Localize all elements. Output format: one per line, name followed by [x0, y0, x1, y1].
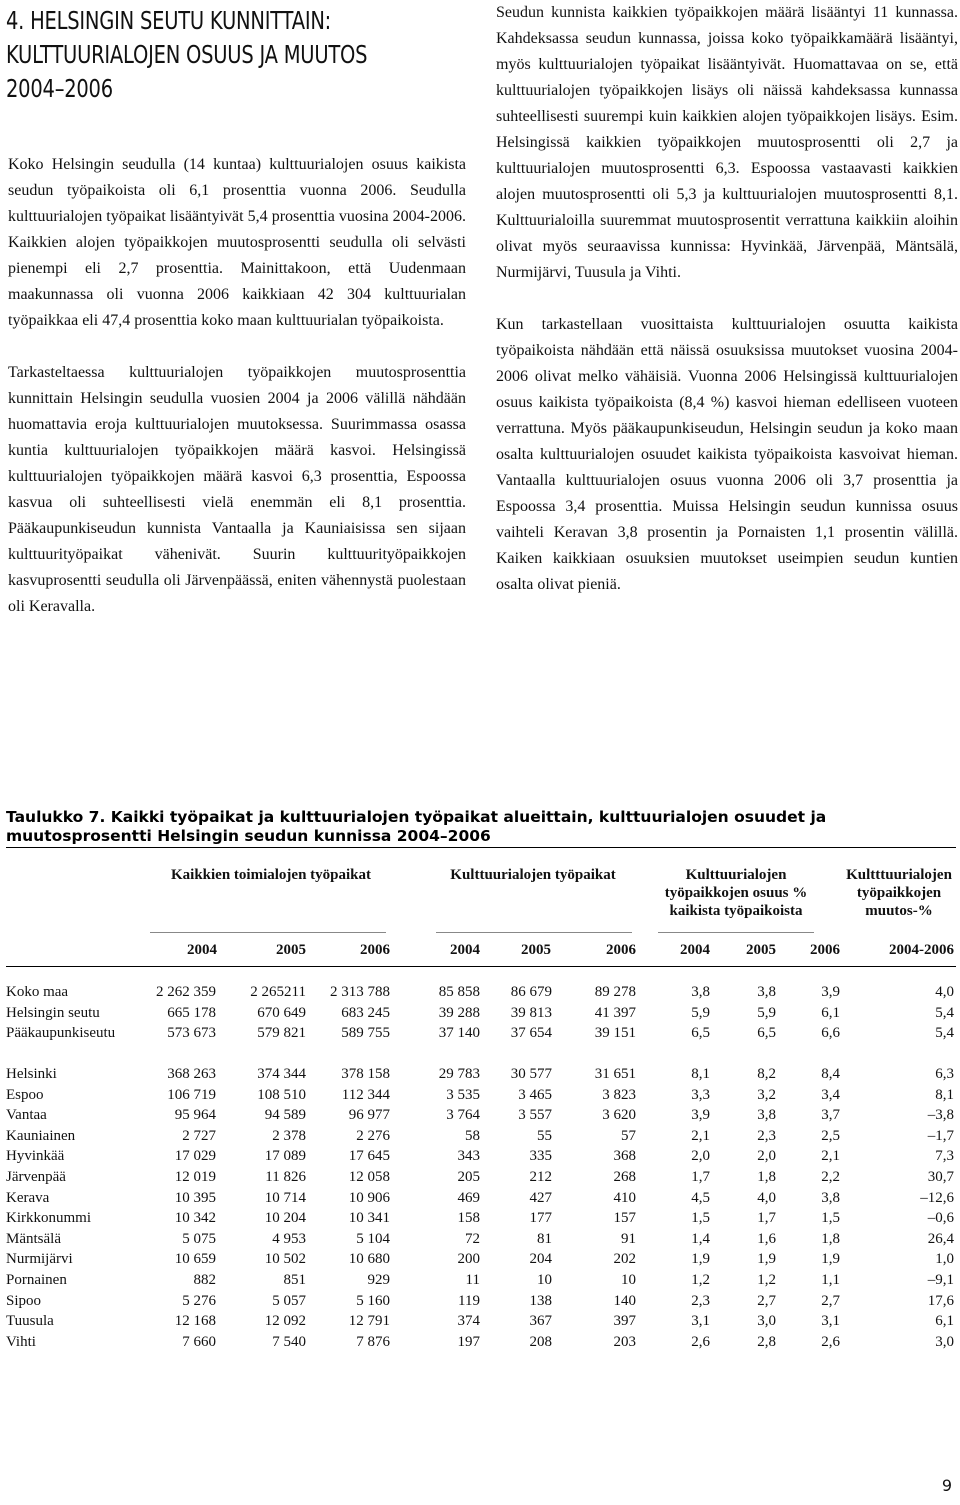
- group-underline: [436, 932, 632, 933]
- table-row: [0, 1126, 960, 1146]
- table-cell: 6,5: [691, 1025, 710, 1042]
- table-cell: 203: [613, 1333, 636, 1350]
- table-cell: 17,6: [927, 1292, 954, 1309]
- table-cell: 3,9: [821, 984, 840, 1000]
- table-cell: 1,4: [691, 1230, 710, 1247]
- table-cell: 8,4: [821, 1066, 840, 1082]
- table-cell: 2,6: [691, 1333, 710, 1350]
- page-number: 9: [941, 1476, 952, 1495]
- table-cell: –9,1: [927, 1272, 954, 1288]
- table-cell: 469: [457, 1189, 480, 1206]
- table-caption: Taulukko 7. Kaikki työpaikat ja kulttuurialojen työpaikat alueittain, kulttuurialojen osuudet ja muutosprosentti Helsingin seudun kunnissa 2004–2006: [6, 808, 827, 845]
- table-cell: 1,6: [757, 1230, 776, 1247]
- table-cell: 335: [529, 1148, 552, 1165]
- table-cell: 30,7: [927, 1169, 954, 1185]
- heading-line: 2004–2006: [6, 74, 113, 103]
- table-cell: –0,6: [927, 1210, 954, 1227]
- heading-line: 4. HELSINGIN SEUTU KUNNITTAIN:: [6, 6, 332, 35]
- table-cell: 374: [457, 1313, 480, 1330]
- table-cell: 12 168: [174, 1313, 216, 1330]
- table-row: [0, 1085, 960, 1105]
- table-cell: 343: [457, 1148, 480, 1165]
- table-cell: 368: [613, 1148, 636, 1165]
- table-cell: 2 265211: [250, 984, 306, 1000]
- table-cell: 3 465: [518, 1086, 552, 1103]
- table-cell: 138: [529, 1292, 552, 1309]
- table-cell: 6,6: [821, 1025, 840, 1042]
- table-row: [0, 1064, 960, 1084]
- table-cell: 41 397: [594, 1004, 636, 1021]
- table-cell: 5 104: [356, 1230, 390, 1247]
- table-cell: 205: [457, 1169, 480, 1185]
- year-header: 2005: [521, 942, 551, 958]
- table-cell: 1,7: [691, 1169, 710, 1185]
- table-cell: 8,2: [757, 1066, 776, 1082]
- table-cell: 2,3: [757, 1127, 776, 1144]
- table-cell: 2,7: [757, 1292, 776, 1309]
- table-cell: 6,1: [821, 1004, 840, 1021]
- table-cell: 851: [283, 1272, 306, 1288]
- table-cell: 39 813: [510, 1004, 552, 1021]
- table-cell: 10 204: [264, 1210, 306, 1227]
- year-header: 2005: [746, 942, 776, 958]
- table-row: [0, 1291, 960, 1311]
- table-cell: 3,3: [691, 1086, 710, 1103]
- table-cell: 8,1: [691, 1066, 710, 1082]
- table-row: [0, 1188, 960, 1208]
- paragraph: Kun tarkastellaan vuosittaista kulttuurialojen osuutta kaikista työpaikoista nähdään että näissä osuuksissa muutokset vuosina 2004-2006 olivat melko vähäisiä. Vuonna 2006 Helsingissä kulttuurialojen osuus kaikista työpaikoista (8,4 %) kasvoi hieman edelliseen vuoteen verrattuna. Myös pääkaupunkiseudun, Helsingin seudun ja koko maan osalta kulttuurialojen osuudet kaikista työpaikoista kasvoivat hieman. Vantaalla kulttuurialojen osuus vuonna 2006 oli 3,7 prosenttia ja Espoossa 3,4 prosenttia. Muissa Helsingin seudun kunnissa osuus vaihteli Keravan 3,8 prosentin ja Pornaisten 1,1 prosentin välillä. Kaiken kaikkiaan osuuksien muutokset useimpien seudun kuntien osalta olivat pieniä.: [496, 316, 958, 593]
- group-underline: [658, 932, 814, 933]
- table-cell: –12,6: [920, 1189, 954, 1206]
- year-header: 2005: [276, 942, 306, 958]
- table-cell: 1,9: [691, 1251, 710, 1268]
- table-cell: 4,0: [757, 1189, 776, 1206]
- header-all-jobs: Kaikkien toimialojen työpaikat: [170, 867, 372, 883]
- table-cell: 2 313 788: [330, 984, 390, 1000]
- table-row: [0, 1229, 960, 1249]
- year-header: 2004: [187, 942, 217, 958]
- table-cell: 1,0: [935, 1251, 954, 1268]
- paragraph: Tarkasteltaessa kulttuurialojen työpaikkojen muutosprosenttia kunnittain Helsingin seudulla vuosien 2004 ja 2006 välillä nähdään huomattavia eroja kulttuurialojen muutoksessa. Suurimmassa osassa kuntia kulttuurialojen työpaikkojen määrä kasvoi. Helsingissä kulttuurialojen työpaikkojen määrä kasvoi 6,3 prosenttia, Espoossa kasvua oli suhteellisesti vielä enemmän eli 8,1 prosenttia. Pääkaupunkiseudun kunnista Vantaalla ja Kauniaisissa sen sijaan kulttuurityöpaikat vähenivät. Suurin kulttuurityöpaikkojen kasvuprosentti seudulla oli Järvenpäässä, eniten vähennystä puolestaan oli Keravalla.: [8, 364, 466, 615]
- table-cell: 3,1: [691, 1313, 710, 1330]
- table-cell: 108 510: [257, 1086, 306, 1103]
- table-cell: 3,4: [821, 1086, 840, 1103]
- table-cell: 112 344: [341, 1086, 390, 1103]
- caption-divider: [6, 847, 956, 848]
- table-cell: 3,0: [757, 1313, 776, 1330]
- table-cell: 96 977: [348, 1107, 390, 1124]
- table-cell: 208: [529, 1333, 552, 1350]
- row-label: Vihti: [6, 1333, 36, 1350]
- table-cell: 670 649: [257, 1004, 306, 1021]
- table-cell: –1,7: [927, 1127, 954, 1144]
- table-cell: 12 019: [174, 1169, 216, 1185]
- table-cell: 95 964: [174, 1107, 216, 1124]
- table-cell: 7 660: [182, 1333, 216, 1350]
- table-cell: 86 679: [510, 984, 552, 1000]
- row-label: Nurmijärvi: [6, 1251, 73, 1268]
- year-header: 2004: [450, 942, 480, 958]
- row-label: Hyvinkää: [6, 1148, 65, 1165]
- table-cell: 2,1: [691, 1127, 710, 1144]
- table-cell: 17 029: [174, 1148, 216, 1165]
- table-cell: 10: [621, 1272, 636, 1288]
- right-text-column: [496, 0, 958, 598]
- table-cell: 1,1: [821, 1272, 840, 1288]
- table-row: [0, 1167, 960, 1187]
- table-cell: 579 821: [257, 1025, 306, 1042]
- table-row: [0, 1003, 960, 1023]
- table-cell: 368 263: [167, 1066, 216, 1082]
- row-label: Kerava: [6, 1189, 50, 1206]
- table-cell: 2,1: [821, 1148, 840, 1165]
- table-cell: 5 276: [182, 1292, 216, 1309]
- change-period-header: 2004-2006: [889, 942, 954, 958]
- table-cell: 30 577: [510, 1066, 552, 1082]
- table-cell: 11: [465, 1272, 480, 1288]
- table-cell: 5 075: [182, 1230, 216, 1247]
- table-cell: 106 719: [167, 1086, 216, 1103]
- table-cell: 3,8: [691, 984, 710, 1000]
- header-culture-jobs: Kulttuurialojen työpaikat: [450, 867, 616, 883]
- table-row: [0, 1208, 960, 1228]
- table-cell: 55: [537, 1127, 552, 1144]
- row-label: Helsinki: [6, 1066, 57, 1082]
- row-label: Järvenpää: [6, 1169, 66, 1185]
- table-cell: 2,2: [821, 1169, 840, 1185]
- table-cell: 4 953: [272, 1230, 306, 1247]
- table-cell: 5 160: [356, 1292, 390, 1309]
- table-cell: 204: [529, 1251, 552, 1268]
- table-cell: 6,3: [935, 1066, 954, 1082]
- table-cell: 119: [458, 1292, 480, 1309]
- table-cell: 72: [465, 1230, 480, 1247]
- row-label: Kirkkonummi: [6, 1210, 91, 1227]
- table-cell: 3,8: [757, 1107, 776, 1124]
- table-cell: 4,5: [691, 1189, 710, 1206]
- table-cell: 374 344: [257, 1066, 306, 1082]
- table-cell: 212: [529, 1169, 552, 1185]
- paragraph: Koko Helsingin seudulla (14 kuntaa) kulttuurialojen osuus kaikista seudun työpaikoista oli 6,1 prosenttia vuonna 2006. Seudulla kulttuurialojen työpaikat lisääntyivät 5,4 prosenttia vuosina 2004-2006. Kaikkien alojen työpaikkojen muutosprosentti seudulla oli selvästi pienempi eli 2,7 prosenttia. Mainittakoon, että Uudenmaan maakunnassa oli vuonna 2006 kaikkiaan 42 304 kulttuurialan työpaikkaa eli 47,4 prosenttia koko maan kulttuurialan työpaikoista.: [8, 156, 466, 329]
- table-cell: 2 262 359: [156, 984, 216, 1000]
- table-cell: 882: [193, 1272, 216, 1288]
- table-cell: 3 764: [446, 1107, 480, 1124]
- table-cell: 3,8: [757, 984, 776, 1000]
- table-cell: 3,0: [935, 1333, 954, 1350]
- table-cell: 589 755: [341, 1025, 390, 1042]
- row-label: Pääkaupunkiseutu: [6, 1025, 116, 1042]
- table-cell: 7 876: [356, 1333, 390, 1350]
- year-header: 2006: [360, 942, 390, 958]
- table-cell: 1,7: [757, 1210, 776, 1227]
- table-cell: 3,9: [691, 1107, 710, 1124]
- table-cell: 10 906: [348, 1189, 390, 1206]
- table-cell: 410: [613, 1189, 636, 1206]
- table-cell: 8,1: [935, 1086, 954, 1103]
- row-label: Mäntsälä: [6, 1230, 61, 1247]
- table-cell: 7,3: [935, 1148, 954, 1165]
- table-cell: 3,1: [821, 1313, 840, 1330]
- table-cell: 1,9: [821, 1251, 840, 1268]
- table-cell: 202: [613, 1251, 636, 1268]
- table-cell: 2,6: [821, 1333, 840, 1350]
- table-cell: 3 557: [518, 1107, 552, 1124]
- table-cell: 157: [613, 1210, 636, 1227]
- year-header: 2006: [606, 942, 636, 958]
- table-cell: 2,3: [691, 1292, 710, 1309]
- table-cell: 7 540: [272, 1333, 306, 1350]
- table-cell: 378 158: [341, 1066, 390, 1082]
- table-cell: 665 178: [167, 1004, 216, 1021]
- table-cell: 5 057: [272, 1292, 306, 1309]
- table-cell: 12 092: [264, 1313, 306, 1330]
- table-cell: 57: [621, 1127, 636, 1144]
- header-culture-change: Kultttuurialojen työpaikkojen muutos-%: [846, 867, 952, 919]
- table-cell: 2 727: [182, 1127, 216, 1144]
- table-cell: 268: [613, 1169, 636, 1185]
- table-cell: 4,0: [935, 984, 954, 1000]
- header-divider: [6, 966, 956, 967]
- table-cell: 200: [457, 1251, 480, 1268]
- table-cell: 3 535: [446, 1086, 480, 1103]
- table-cell: 17 089: [264, 1148, 306, 1165]
- table-row: [0, 1023, 960, 1043]
- row-label: Pornainen: [6, 1272, 67, 1288]
- table-cell: 89 278: [594, 984, 636, 1000]
- table-cell: 6,5: [757, 1025, 776, 1042]
- table-cell: 367: [529, 1313, 552, 1330]
- table-cell: 1,5: [691, 1210, 710, 1227]
- table-cell: 929: [367, 1272, 390, 1288]
- table-cell: 2 378: [272, 1127, 306, 1144]
- table-cell: 10 680: [348, 1251, 390, 1268]
- left-text-column: [8, 152, 466, 620]
- table-cell: 10 395: [174, 1189, 216, 1206]
- group-underline: [150, 932, 386, 933]
- table-cell: 85 858: [438, 984, 480, 1000]
- table-cell: 1,9: [757, 1251, 776, 1268]
- table-cell: 1,8: [821, 1230, 840, 1247]
- table-cell: 39 151: [594, 1025, 636, 1042]
- heading-line: KULTTUURIALOJEN OSUUS JA MUUTOS: [6, 40, 368, 69]
- table-cell: 427: [529, 1189, 552, 1206]
- table-cell: 12 058: [348, 1169, 390, 1185]
- table-cell: 31 651: [594, 1066, 636, 1082]
- table-row: [0, 1146, 960, 1166]
- table-cell: –3,8: [927, 1107, 954, 1124]
- table-cell: 397: [613, 1313, 636, 1330]
- table-cell: 5,9: [691, 1004, 710, 1021]
- table-cell: 10 341: [348, 1210, 390, 1227]
- table-cell: 10 714: [264, 1189, 306, 1206]
- table-cell: 1,2: [691, 1272, 710, 1288]
- table-cell: 17 645: [348, 1148, 390, 1165]
- table-cell: 91: [621, 1230, 636, 1247]
- row-label: Vantaa: [6, 1107, 47, 1124]
- row-label: Koko maa: [6, 984, 69, 1000]
- table-cell: 5,9: [757, 1004, 776, 1021]
- table-cell: 81: [537, 1230, 552, 1247]
- table-cell: 140: [613, 1292, 636, 1309]
- table-cell: 39 288: [438, 1004, 480, 1021]
- table-cell: 37 654: [510, 1025, 552, 1042]
- row-label: Espoo: [6, 1086, 44, 1103]
- table-cell: 683 245: [341, 1004, 390, 1021]
- table-cell: 177: [529, 1210, 552, 1227]
- table-cell: 3 823: [602, 1086, 636, 1103]
- table-cell: 2,5: [821, 1127, 840, 1144]
- table-row: [0, 1105, 960, 1125]
- table-cell: 2,7: [821, 1292, 840, 1309]
- year-header: 2004: [680, 942, 710, 958]
- table-cell: 10 659: [174, 1251, 216, 1268]
- table-cell: 1,8: [757, 1169, 776, 1185]
- paragraph: Seudun kunnista kaikkien työpaikkojen määrä lisääntyi 11 kunnassa. Kahdeksassa seudun kunnassa, joissa koko työpaikkamäärä lisääntyi, myös kulttuurialojen työpaikat lisääntyivät. Huomattavaa on se, että kulttuurialojen työpaikkojen lisäys oli näissä kahdeksassa kunnassa suhteellisesti suurempi kuin kaikkien alojen työpaikkojen lisäys. Esim. Helsingissä kaikkien työpaikkojen muutosprosentti oli 2,7 ja kulttuurialojen muutosprosentti 6,3. Espoossa vastaavasti kaikkien alojen muutosprosentti oli 5,3 ja kulttuurialojen muutosprosentti 8,1. Kulttuurialoilla suuremmat muutosprosentit verrattuna kaikkiin aloihin olivat myös seuraavissa kunnissa: Hyvinkää, Järvenpää, Mäntsälä, Nurmijärvi, Tuusula ja Vihti.: [496, 4, 958, 281]
- row-label: Kauniainen: [6, 1127, 76, 1144]
- table-cell: 3,8: [821, 1189, 840, 1206]
- table-row: [0, 1311, 960, 1331]
- table-cell: 26,4: [927, 1230, 954, 1247]
- table-cell: 573 673: [167, 1025, 216, 1042]
- table-cell: 2,8: [757, 1333, 776, 1350]
- table-row: [0, 1332, 960, 1352]
- table-cell: 1,5: [821, 1210, 840, 1227]
- row-label: Tuusula: [6, 1313, 54, 1330]
- table-row: [0, 1270, 960, 1290]
- table-row: [0, 1249, 960, 1269]
- table-cell: 11 826: [265, 1169, 306, 1185]
- table-cell: 3,2: [757, 1086, 776, 1103]
- section-heading: [6, 4, 474, 106]
- table-cell: 197: [457, 1333, 480, 1350]
- table-cell: 10 342: [174, 1210, 216, 1227]
- table-cell: 2,0: [691, 1148, 710, 1165]
- table-cell: 6,1: [935, 1313, 954, 1330]
- table-cell: 10: [537, 1272, 552, 1288]
- table-cell: 1,2: [757, 1272, 776, 1288]
- table-cell: 3,7: [821, 1107, 840, 1124]
- table-cell: 3 620: [602, 1107, 636, 1124]
- table-cell: 12 791: [348, 1313, 390, 1330]
- table-cell: 5,4: [935, 1004, 954, 1021]
- table-cell: 29 783: [438, 1066, 480, 1082]
- table-cell: 158: [457, 1210, 480, 1227]
- header-culture-share: Kulttuurialojen työpaikkojen osuus % kaikista työpaikoista: [664, 867, 808, 919]
- table-cell: 94 589: [264, 1107, 306, 1124]
- table-cell: 37 140: [438, 1025, 480, 1042]
- year-header: 2006: [810, 942, 840, 958]
- row-label: Helsingin seutu: [6, 1004, 100, 1021]
- table-row: [0, 982, 960, 1002]
- row-label: Sipoo: [6, 1292, 42, 1309]
- table-cell: 2,0: [757, 1148, 776, 1165]
- table-cell: 5,4: [935, 1025, 954, 1042]
- table-cell: 2 276: [356, 1127, 390, 1144]
- table-cell: 58: [465, 1127, 480, 1144]
- table-cell: 10 502: [264, 1251, 306, 1268]
